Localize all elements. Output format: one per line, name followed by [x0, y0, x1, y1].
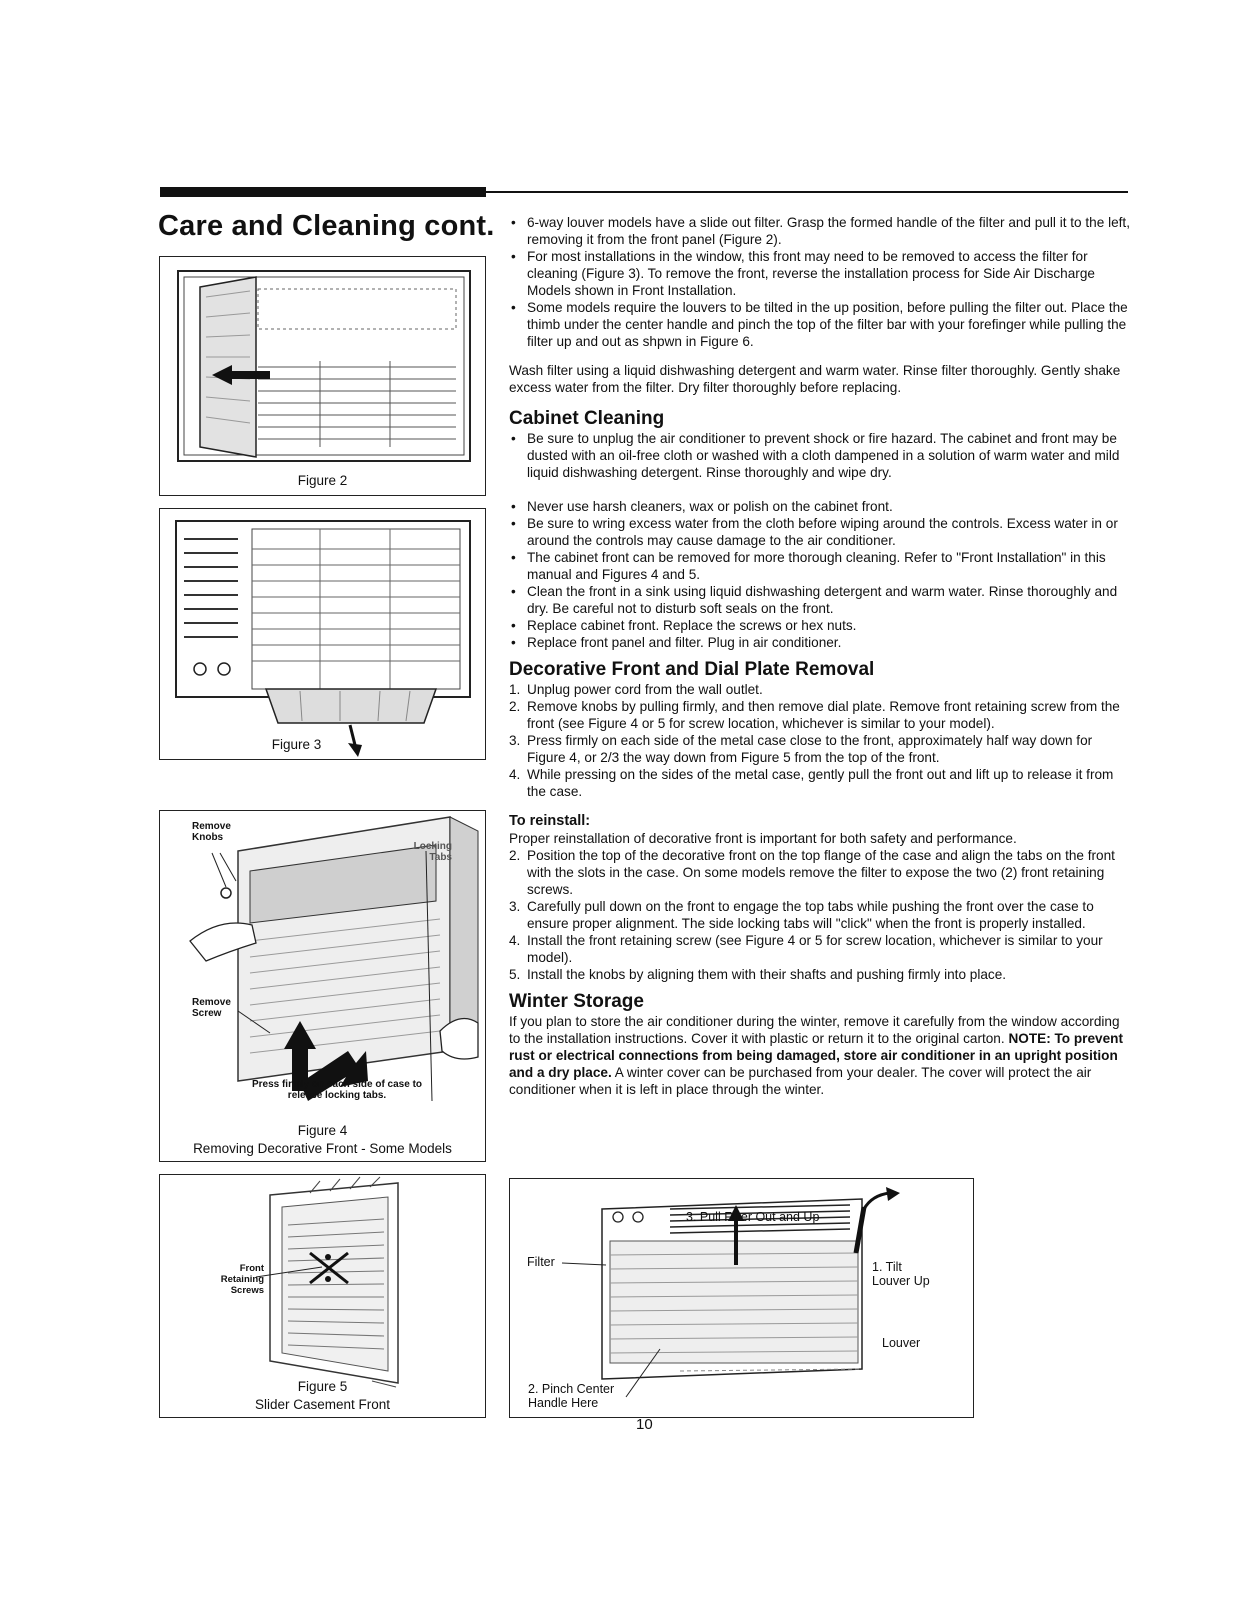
label-remove-knobs: Remove Knobs [192, 821, 231, 843]
figure-6 [509, 1178, 974, 1418]
main-text-column [509, 214, 1132, 1098]
cabinet-bullet: • Replace cabinet front. Replace the screws or hex nuts. [509, 617, 1132, 634]
figure-2-caption: Figure 2 [297, 473, 348, 488]
header-rule-thin [486, 191, 1128, 193]
cabinet-bullet: • Never use harsh cleaners, wax or polish on the cabinet front. [509, 498, 1132, 515]
intro-bullet: • 6-way louver models have a slide out filter. Grasp the formed handle of the filter and pull it to the left, removing it from the front panel (Figure 2). [509, 214, 1132, 248]
cabinet-cleaning-heading: Cabinet Cleaning [509, 408, 665, 429]
cabinet-bullet: • Replace front panel and filter. Plug in air conditioner. [509, 634, 1132, 651]
cabinet-bullet: • The cabinet front can be removed for more thorough cleaning. Refer to "Front Installation" in this manual and Figures 4 and 5. [509, 549, 1132, 583]
intro-bullet: • Some models require the louvers to be tilted in the up position, before pulling the filter out. Place the thimb under the center handle and pinch the top of the filter bar with your forefinger while pulling the filter up and out as shpwn in Figure 6. [509, 299, 1132, 350]
winter-storage-text: If you plan to store the air conditioner during the winter, remove it carefully from the window according to the installation instructions. Cover it with plastic or return it to the original carton. NOTE: To prevent rust or electrical connections from being damaged, store air conditioner in an upright position and a dry place. A winter cover can be purchased from your dealer. The cover will protect the air conditioner when it is left in place through the winter. [509, 1014, 1123, 1097]
label-louver: Louver [882, 1336, 921, 1350]
label-front-retaining-screws: Front Retaining Screws [220, 1263, 264, 1296]
label-remove-screw: Remove Screw [192, 997, 231, 1019]
winter-storage-heading: Winter Storage [509, 991, 644, 1012]
cabinet-bullet: • Be sure to unplug the air conditioner to prevent shock or fire hazard. The cabinet and front may be dusted with an oil-free cloth or washed with a cloth dampened in a solution of warm water and mild liquid dishwashing detergent. Rinse thoroughly and wipe dry. [509, 430, 1132, 481]
cabinet-first-list [509, 430, 1132, 481]
reinstall-steps [509, 847, 1132, 983]
figure-5 [159, 1174, 486, 1418]
cabinet-bullet: • Be sure to wring excess water from the cloth before wiping around the controls. Excess water in or around the controls may cause damage to the air conditioner. [509, 515, 1132, 549]
intro-bullet-list [509, 214, 1132, 350]
reinstall-step: 2. Position the top of the decorative front on the top flange of the case and align the tabs on the front with the slots in the case. On some models remove the filter to expose the two (2) front retaining screws. [509, 848, 1115, 897]
figure-3-caption: Figure 3 [271, 737, 322, 752]
reinstall-heading: To reinstall: [509, 813, 591, 829]
page-title: Care and Cleaning cont. [158, 210, 495, 242]
label-locking-tabs: Locking Tabs [413, 841, 452, 863]
label-pinch-center: 2. Pinch Center Handle Here [528, 1382, 615, 1410]
reinstall-step: 5. Install the knobs by aligning them with their shafts and pushing firmly into place. [509, 967, 1007, 982]
figure-4-drawing [160, 811, 487, 1163]
cabinet-bullet: • Clean the front in a sink using liquid dishwashing detergent and warm water. Rinse thoroughly and dry. Be careful not to disturb soft seals on the front. [509, 583, 1132, 617]
removal-step: 2. Remove knobs by pulling firmly, and then remove dial plate. Remove front retaining screw from the front (see Figure 4 or 5 for screw location, whichever is similar to your model). [509, 699, 1120, 731]
figure-2 [159, 256, 486, 496]
figure-4-subcaption: Removing Decorative Front - Some Models [193, 1141, 452, 1156]
label-filter: Filter [527, 1255, 555, 1269]
winter-note: NOTE: To prevent rust or electrical connections from being damaged, store air conditioner in an upright position and a dry place. [509, 1031, 1123, 1080]
figure-3-drawing [160, 509, 487, 761]
label-tilt-louver: 1. Tilt Louver Up [872, 1260, 930, 1288]
label-pull-filter: 3. Pull Filter Out and Up [686, 1210, 820, 1224]
figure-4 [159, 810, 486, 1162]
removal-steps [509, 681, 1132, 800]
figure-5-caption: Figure 5 [297, 1379, 348, 1394]
label-press-firmly: Press firmly on each side of case to release locking tabs. [251, 1079, 423, 1101]
cabinet-bullet-list [509, 498, 1132, 651]
removal-step: 3. Press firmly on each side of the metal case close to the front, approximately half way down for Figure 4, or 2/3 the way down from Figure 5 from the top of the front. [509, 733, 1093, 765]
reinstall-step: 3. Carefully pull down on the front to engage the top tabs while pushing the front over the case to ensure proper alignment. The side locking tabs will "click" when the front is properly installed. [509, 899, 1094, 931]
decorative-front-heading: Decorative Front and Dial Plate Removal [509, 659, 875, 680]
reinstall-intro: Proper reinstallation of decorative front is important for both safety and performance. [509, 831, 1017, 846]
figure-5-subcaption: Slider Casement Front [254, 1397, 391, 1412]
removal-step: 4. While pressing on the sides of the metal case, gently pull the front out and lift up to release it from the case. [509, 767, 1114, 799]
page-number: 10 [636, 1416, 653, 1433]
figure-4-caption: Figure 4 [297, 1123, 348, 1138]
intro-bullet: • For most installations in the window, this front may need to be removed to access the filter for cleaning (Figure 3). To remove the front, reverse the installation process for Side Air Discharge Models shown in Front Installation. [509, 248, 1132, 299]
reinstall-step: 4. Install the front retaining screw (see Figure 4 or 5 for screw location, whichever is similar to your model). [509, 933, 1103, 965]
wash-filter-text: Wash filter using a liquid dishwashing detergent and warm water. Rinse filter thoroughly. Gently shake excess water from the filter. Dry filter thoroughly before replacing. [509, 363, 1121, 395]
removal-step: 1. Unplug power cord from the wall outlet. [509, 682, 763, 697]
figure-3 [159, 508, 486, 760]
header-rule-thick [160, 187, 486, 197]
figure-2-drawing [160, 257, 487, 497]
